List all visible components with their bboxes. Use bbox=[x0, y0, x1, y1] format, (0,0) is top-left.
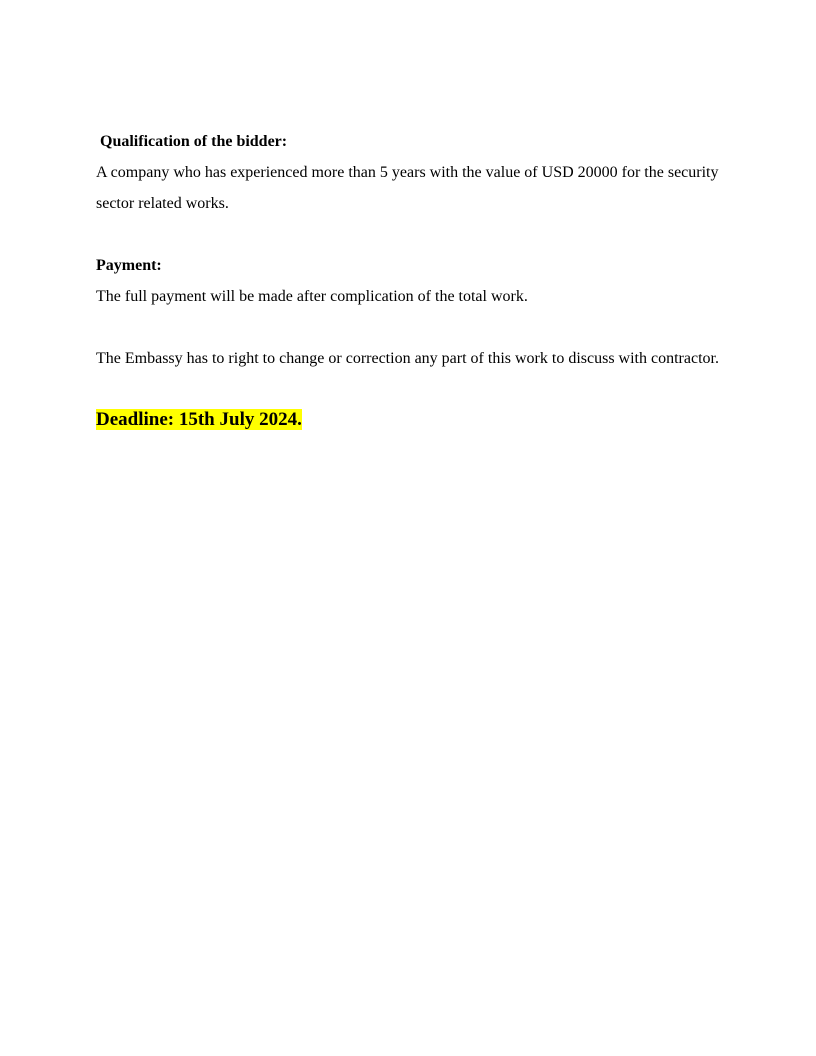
rights-paragraph: The Embassy has to right to change or correction any part of this work to discuss with contractor. bbox=[96, 350, 719, 367]
deadline-highlight: Deadline: 15th July 2024. bbox=[96, 409, 302, 430]
spacer bbox=[96, 219, 736, 250]
spacer bbox=[96, 312, 736, 343]
payment-paragraph: The full payment will be made after complication of the total work. bbox=[96, 288, 528, 305]
deadline-line bbox=[96, 407, 736, 432]
document-content bbox=[96, 126, 736, 432]
qualification-heading: Qualification of the bidder: bbox=[96, 133, 288, 150]
qualification-paragraph: A company who has experienced more than 5 years with the value of USD 20000 for the security sector related works. bbox=[96, 164, 719, 212]
spacer bbox=[96, 374, 736, 405]
payment-heading: Payment: bbox=[96, 257, 162, 274]
